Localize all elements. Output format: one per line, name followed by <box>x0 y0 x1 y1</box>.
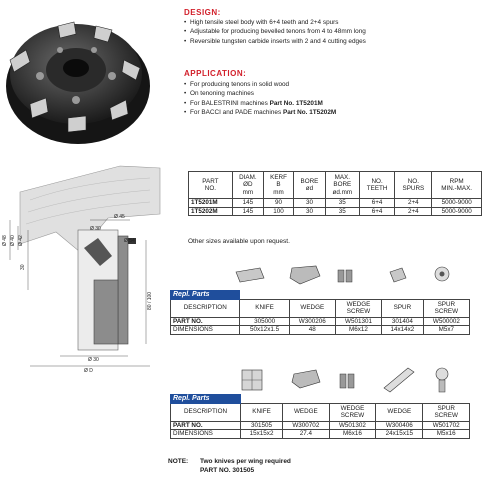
table-header <box>171 299 470 317</box>
table-cell: 5000-9000 <box>432 207 482 216</box>
table-cell: 1T5201M <box>189 199 233 208</box>
col-teeth: NO. TEETH <box>359 172 395 199</box>
dim-label: Ø 54 <box>124 238 135 244</box>
table-row <box>171 430 470 439</box>
design-bullet: • Reversible tungsten carbide inserts with 2 and 4 cutting edges <box>184 37 366 46</box>
table-cell: 301505 <box>241 421 283 430</box>
square-knife-icon <box>242 370 262 390</box>
table-cell: 145 <box>232 199 263 208</box>
table-header-cell: DESCRIPTION <box>171 403 241 421</box>
knife-insert-icon <box>236 268 264 282</box>
dim-label: Ø 45 <box>114 214 125 220</box>
note-label: NOTE: <box>168 458 189 465</box>
dim-label: Ø 30 <box>90 226 101 232</box>
note-line-2: PART NO. 301505 <box>200 467 255 474</box>
application-bullet: • For BACCI and PADE machines Part No. 1T5202M <box>184 108 336 117</box>
table-header-cell: WEDGE <box>289 299 335 317</box>
table-cell: 35 <box>325 207 359 216</box>
table-cell: W501702 <box>423 421 470 430</box>
table-cell: 145 <box>232 207 263 216</box>
table-cell: W300206 <box>289 317 335 326</box>
table-row <box>189 199 482 208</box>
spur-insert-icon <box>390 268 406 282</box>
table-cell: W300702 <box>283 421 330 430</box>
table-cell: DIMENSIONS <box>171 326 240 335</box>
table-header-cell: WEDGE SCREW <box>329 403 376 421</box>
table-cell: 100 <box>263 207 293 216</box>
wedge-icon <box>292 370 320 388</box>
table-row <box>171 317 470 326</box>
dim-label: Ø D <box>84 368 93 374</box>
application-list <box>184 80 336 118</box>
wedge-screw-icon <box>340 374 354 388</box>
table-cell: 35 <box>325 199 359 208</box>
col-part-no: PART NO. <box>189 172 233 199</box>
wedge-icon <box>290 266 320 284</box>
table-cell: 6+4 <box>359 207 395 216</box>
table-cell: 15x15x2 <box>241 430 283 439</box>
dim-label: Ø 42 <box>18 235 24 246</box>
table-cell: 24x15x15 <box>376 430 423 439</box>
application-bullet: • For producing tenons in solid wood <box>184 80 336 89</box>
table-header-cell: WEDGE SCREW <box>335 299 381 317</box>
spec-table-header <box>189 172 482 199</box>
table-cell: M6x16 <box>329 430 376 439</box>
col-rpm: RPM MIN.-MAX. <box>432 172 482 199</box>
table-cell: PART NO. <box>171 421 241 430</box>
repl-parts-1-icons <box>170 262 470 288</box>
table-header-cell: WEDGE <box>283 403 330 421</box>
table-cell: 90 <box>263 199 293 208</box>
repl-parts-title: Repl. Parts <box>171 291 240 300</box>
col-spurs: NO. SPURS <box>395 172 432 199</box>
dim-label: Ø 40 <box>10 235 16 246</box>
table-header <box>171 403 470 421</box>
design-heading: DESIGN: <box>184 8 221 17</box>
col-max-bore: MAX. BORE ød.mm <box>325 172 359 199</box>
table-cell: M5x7 <box>423 326 469 335</box>
table-cell: 30 <box>294 207 326 216</box>
design-list <box>184 18 366 46</box>
table-header <box>171 291 470 300</box>
table-cell: 50x12x1.5 <box>240 326 289 335</box>
table-header-cell: WEDGE <box>376 403 423 421</box>
spec-footnote: Other sizes available upon request. <box>188 238 290 245</box>
table-cell: M6x12 <box>335 326 381 335</box>
table-cell: 14x14x2 <box>382 326 424 335</box>
col-diam: DIAM. ØD mm <box>232 172 263 199</box>
application-bullet: • For BALESTRINI machines Part No. 1T5201M <box>184 99 336 108</box>
repl-parts-table-1 <box>170 290 470 335</box>
design-bullet: • Adjustable for producing bevelled tenons from 4 to 48mm long <box>184 27 366 36</box>
table-cell: W501302 <box>329 421 376 430</box>
table-header-cell: SPUR SCREW <box>423 299 469 317</box>
col-kerf: KERF B mm <box>263 172 293 199</box>
table-header-cell: SPUR <box>382 299 424 317</box>
table-cell: 5000-9000 <box>432 199 482 208</box>
table-cell: 27.4 <box>283 430 330 439</box>
table-header-cell: KNIFE <box>241 403 283 421</box>
spur-screw-icon <box>435 267 449 281</box>
table-header-cell: DESCRIPTION <box>171 299 240 317</box>
application-heading: APPLICATION: <box>184 69 247 78</box>
table-header-cell: KNIFE <box>240 299 289 317</box>
design-bullet: • High tensile steel body with 6+4 teeth and 2+4 spurs <box>184 18 366 27</box>
table-cell: 305000 <box>240 317 289 326</box>
table-cell: 2+4 <box>395 207 432 216</box>
repl-parts-table-2 <box>170 394 470 439</box>
technical-drawing <box>0 160 175 382</box>
dim-label: Ø 30 <box>88 357 99 363</box>
application-bullet: • On tenoning machines <box>184 89 336 98</box>
table-header <box>171 395 470 404</box>
table-cell: W501301 <box>335 317 381 326</box>
table-row <box>171 421 470 430</box>
dim-label: 30 <box>20 264 26 270</box>
col-bore: BORE ød <box>294 172 326 199</box>
repl-parts-2-icons <box>170 364 470 394</box>
table-cell: W300406 <box>376 421 423 430</box>
wedge-screw-icon <box>338 270 352 282</box>
dim-label: Ø 48 <box>2 235 8 246</box>
table-row <box>189 207 482 216</box>
table-cell: 30 <box>294 199 326 208</box>
table-cell: PART NO. <box>171 317 240 326</box>
table-cell: DIMENSIONS <box>171 430 241 439</box>
note-line-1: Two knives per wing required <box>200 458 291 465</box>
repl-parts-title: Repl. Parts <box>171 395 241 404</box>
product-photo <box>0 0 152 156</box>
table-cell: 48 <box>289 326 335 335</box>
table-cell: M5x16 <box>423 430 470 439</box>
spec-table <box>188 171 482 216</box>
table-cell: 6+4 <box>359 199 395 208</box>
angled-wedge-icon <box>384 368 414 392</box>
table-row <box>171 326 470 335</box>
table-header-cell: SPUR SCREW <box>423 403 470 421</box>
table-cell: 1T5202M <box>189 207 233 216</box>
table-cell: 301404 <box>382 317 424 326</box>
table-cell: W500002 <box>423 317 469 326</box>
dim-label: 80 / 100 <box>147 291 153 310</box>
table-cell: 2+4 <box>395 199 432 208</box>
spur-screw-icon <box>436 368 448 392</box>
